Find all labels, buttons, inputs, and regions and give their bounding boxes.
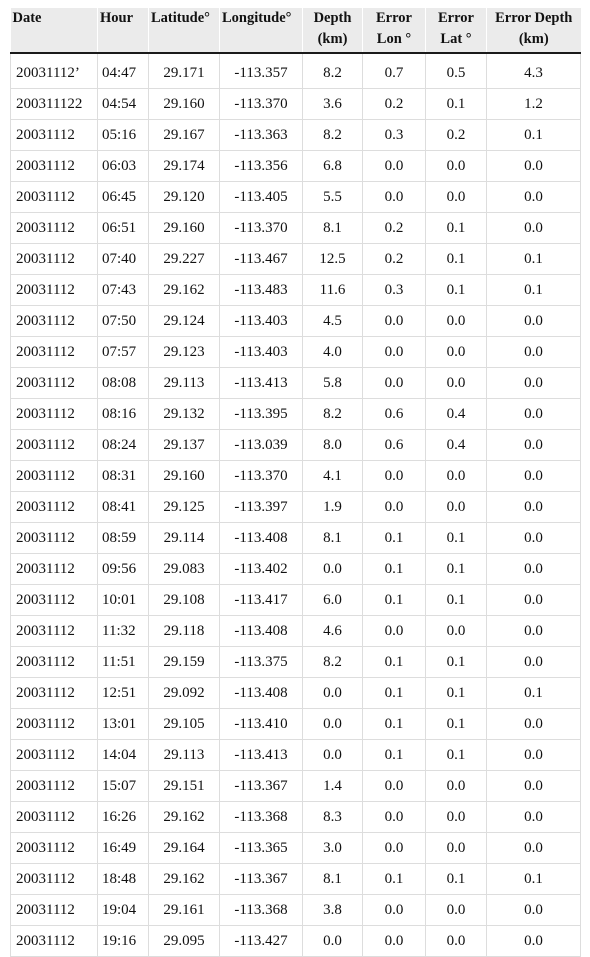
cell-hour: 19:04 [98, 895, 149, 926]
cell-longitude: -113.417 [220, 585, 303, 616]
header-row [11, 8, 581, 53]
cell-error-lat: 0.1 [426, 709, 487, 740]
cell-hour: 11:51 [98, 647, 149, 678]
cell-error-lon: 0.0 [363, 306, 426, 337]
cell-hour: 05:16 [98, 120, 149, 151]
cell-error-lon: 0.0 [363, 771, 426, 802]
cell-error-lat: 0.1 [426, 864, 487, 895]
cell-error-lon: 0.1 [363, 740, 426, 771]
cell-error-depth: 0.0 [487, 740, 581, 771]
cell-longitude: -113.467 [220, 244, 303, 275]
cell-date: 20031112 [11, 523, 98, 554]
cell-date: 20031112 [11, 895, 98, 926]
cell-date: 20031112 [11, 120, 98, 151]
cell-longitude: -113.375 [220, 647, 303, 678]
cell-error-depth: 0.0 [487, 182, 581, 213]
cell-error-depth: 0.0 [487, 616, 581, 647]
header-depth: Depth (km) [303, 8, 363, 53]
cell-error-lat: 0.0 [426, 926, 487, 957]
table-row [11, 616, 581, 647]
header-hour: Hour [98, 8, 149, 53]
cell-date: 20031112 [11, 926, 98, 957]
cell-error-lat: 0.0 [426, 368, 487, 399]
cell-error-depth: 0.1 [487, 678, 581, 709]
cell-date: 20031112 [11, 461, 98, 492]
cell-date: 20031112 [11, 585, 98, 616]
cell-hour: 13:01 [98, 709, 149, 740]
cell-error-lon: 0.1 [363, 678, 426, 709]
table-row [11, 53, 581, 89]
cell-latitude: 29.105 [149, 709, 220, 740]
cell-latitude: 29.095 [149, 926, 220, 957]
cell-latitude: 29.160 [149, 213, 220, 244]
cell-latitude: 29.083 [149, 554, 220, 585]
cell-date: 20031112 [11, 864, 98, 895]
cell-hour: 08:41 [98, 492, 149, 523]
cell-error-lon: 0.2 [363, 244, 426, 275]
cell-error-depth: 0.1 [487, 244, 581, 275]
cell-error-depth: 0.0 [487, 926, 581, 957]
earthquake-table-container [10, 8, 580, 957]
cell-error-lon: 0.1 [363, 864, 426, 895]
cell-longitude: -113.356 [220, 151, 303, 182]
header-error-depth: Error Depth (km) [487, 8, 581, 53]
cell-depth: 0.0 [303, 709, 363, 740]
cell-date: 20031112 [11, 678, 98, 709]
cell-depth: 6.8 [303, 151, 363, 182]
cell-depth: 8.2 [303, 399, 363, 430]
cell-date: 20031112 [11, 368, 98, 399]
cell-error-lon: 0.0 [363, 368, 426, 399]
cell-depth: 8.1 [303, 523, 363, 554]
cell-error-lat: 0.1 [426, 647, 487, 678]
cell-latitude: 29.159 [149, 647, 220, 678]
cell-date: 20031112 [11, 709, 98, 740]
cell-date: 20031112 [11, 492, 98, 523]
cell-depth: 0.0 [303, 740, 363, 771]
cell-date: 20031112 [11, 244, 98, 275]
cell-latitude: 29.167 [149, 120, 220, 151]
cell-date: 20031112 [11, 306, 98, 337]
cell-error-lon: 0.3 [363, 275, 426, 306]
table-row [11, 244, 581, 275]
table-row [11, 492, 581, 523]
cell-latitude: 29.113 [149, 368, 220, 399]
cell-error-depth: 0.1 [487, 864, 581, 895]
cell-error-depth: 0.0 [487, 368, 581, 399]
cell-latitude: 29.092 [149, 678, 220, 709]
header-error-lon: Error Lon ° [363, 8, 426, 53]
cell-depth: 3.0 [303, 833, 363, 864]
cell-error-lat: 0.1 [426, 213, 487, 244]
cell-longitude: -113.405 [220, 182, 303, 213]
cell-error-lon: 0.0 [363, 833, 426, 864]
cell-longitude: -113.370 [220, 89, 303, 120]
cell-hour: 14:04 [98, 740, 149, 771]
table-row [11, 523, 581, 554]
table-row [11, 337, 581, 368]
cell-hour: 15:07 [98, 771, 149, 802]
header-error-lat: Error Lat ° [426, 8, 487, 53]
cell-error-lat: 0.0 [426, 492, 487, 523]
cell-date: 20031112 [11, 151, 98, 182]
cell-latitude: 29.171 [149, 53, 220, 89]
cell-longitude: -113.413 [220, 740, 303, 771]
cell-error-lat: 0.1 [426, 275, 487, 306]
cell-latitude: 29.174 [149, 151, 220, 182]
cell-longitude: -113.410 [220, 709, 303, 740]
table-row [11, 89, 581, 120]
cell-error-depth: 0.0 [487, 430, 581, 461]
cell-depth: 4.0 [303, 337, 363, 368]
cell-hour: 19:16 [98, 926, 149, 957]
cell-depth: 4.6 [303, 616, 363, 647]
cell-hour: 06:51 [98, 213, 149, 244]
cell-longitude: -113.039 [220, 430, 303, 461]
cell-date: 20031112 [11, 616, 98, 647]
cell-error-lat: 0.0 [426, 895, 487, 926]
cell-depth: 8.2 [303, 120, 363, 151]
cell-error-lon: 0.2 [363, 89, 426, 120]
cell-longitude: -113.397 [220, 492, 303, 523]
cell-longitude: -113.408 [220, 523, 303, 554]
cell-hour: 08:59 [98, 523, 149, 554]
cell-date: 20031112 [11, 740, 98, 771]
cell-longitude: -113.363 [220, 120, 303, 151]
cell-error-lon: 0.0 [363, 337, 426, 368]
cell-error-lon: 0.0 [363, 492, 426, 523]
table-row [11, 709, 581, 740]
cell-error-lat: 0.1 [426, 89, 487, 120]
cell-error-lat: 0.5 [426, 53, 487, 89]
cell-date: 20031112 [11, 802, 98, 833]
cell-longitude: -113.427 [220, 926, 303, 957]
cell-error-depth: 0.0 [487, 554, 581, 585]
cell-error-depth: 0.0 [487, 337, 581, 368]
cell-longitude: -113.483 [220, 275, 303, 306]
cell-error-lon: 0.0 [363, 151, 426, 182]
cell-hour: 09:56 [98, 554, 149, 585]
cell-depth: 4.1 [303, 461, 363, 492]
cell-error-lon: 0.3 [363, 120, 426, 151]
cell-hour: 16:49 [98, 833, 149, 864]
cell-hour: 04:47 [98, 53, 149, 89]
cell-longitude: -113.367 [220, 771, 303, 802]
cell-error-depth: 0.1 [487, 120, 581, 151]
cell-error-lon: 0.0 [363, 461, 426, 492]
cell-hour: 06:45 [98, 182, 149, 213]
cell-error-lat: 0.1 [426, 244, 487, 275]
cell-error-lon: 0.1 [363, 585, 426, 616]
table-body [11, 53, 581, 957]
table-row [11, 926, 581, 957]
cell-depth: 0.0 [303, 554, 363, 585]
cell-latitude: 29.108 [149, 585, 220, 616]
cell-longitude: -113.368 [220, 895, 303, 926]
cell-depth: 8.2 [303, 53, 363, 89]
table-row [11, 306, 581, 337]
cell-latitude: 29.162 [149, 275, 220, 306]
table-row [11, 554, 581, 585]
cell-error-lat: 0.1 [426, 554, 487, 585]
cell-latitude: 29.164 [149, 833, 220, 864]
table-row [11, 182, 581, 213]
table-row [11, 678, 581, 709]
cell-latitude: 29.162 [149, 802, 220, 833]
cell-depth: 11.6 [303, 275, 363, 306]
cell-depth: 6.0 [303, 585, 363, 616]
cell-hour: 10:01 [98, 585, 149, 616]
table-row [11, 430, 581, 461]
cell-error-lat: 0.1 [426, 740, 487, 771]
cell-longitude: -113.365 [220, 833, 303, 864]
cell-error-lon: 0.1 [363, 523, 426, 554]
cell-error-lat: 0.0 [426, 151, 487, 182]
cell-error-lon: 0.0 [363, 926, 426, 957]
table-row [11, 833, 581, 864]
cell-date: 20031112 [11, 337, 98, 368]
cell-hour: 08:31 [98, 461, 149, 492]
cell-longitude: -113.408 [220, 616, 303, 647]
cell-error-lon: 0.7 [363, 53, 426, 89]
cell-longitude: -113.408 [220, 678, 303, 709]
cell-latitude: 29.118 [149, 616, 220, 647]
cell-error-depth: 0.0 [487, 461, 581, 492]
cell-depth: 8.2 [303, 647, 363, 678]
cell-error-lat: 0.2 [426, 120, 487, 151]
cell-depth: 8.3 [303, 802, 363, 833]
cell-hour: 07:57 [98, 337, 149, 368]
cell-error-lon: 0.0 [363, 182, 426, 213]
cell-latitude: 29.123 [149, 337, 220, 368]
cell-date: 20031112 [11, 399, 98, 430]
cell-depth: 3.8 [303, 895, 363, 926]
cell-error-lat: 0.4 [426, 399, 487, 430]
cell-latitude: 29.162 [149, 864, 220, 895]
cell-error-depth: 0.0 [487, 895, 581, 926]
cell-hour: 08:16 [98, 399, 149, 430]
cell-error-depth: 0.0 [487, 771, 581, 802]
cell-error-depth: 0.0 [487, 213, 581, 244]
table-row [11, 740, 581, 771]
cell-longitude: -113.357 [220, 53, 303, 89]
cell-error-depth: 0.0 [487, 399, 581, 430]
cell-error-lon: 0.6 [363, 399, 426, 430]
cell-error-depth: 0.0 [487, 492, 581, 523]
earthquake-table [10, 8, 581, 957]
cell-date: 20031112 [11, 771, 98, 802]
header-longitude: Longitude° [220, 8, 303, 53]
cell-longitude: -113.367 [220, 864, 303, 895]
cell-hour: 08:08 [98, 368, 149, 399]
cell-depth: 8.1 [303, 864, 363, 895]
cell-date: 20031112 [11, 213, 98, 244]
cell-hour: 16:26 [98, 802, 149, 833]
cell-error-depth: 0.0 [487, 306, 581, 337]
cell-depth: 1.9 [303, 492, 363, 523]
table-row [11, 151, 581, 182]
cell-depth: 1.4 [303, 771, 363, 802]
cell-latitude: 29.125 [149, 492, 220, 523]
cell-latitude: 29.120 [149, 182, 220, 213]
table-header [11, 8, 581, 53]
cell-latitude: 29.160 [149, 461, 220, 492]
cell-date: 20031112 [11, 554, 98, 585]
cell-error-lat: 0.1 [426, 523, 487, 554]
cell-depth: 8.0 [303, 430, 363, 461]
cell-hour: 07:43 [98, 275, 149, 306]
table-row [11, 461, 581, 492]
cell-hour: 08:24 [98, 430, 149, 461]
header-date: Date [11, 8, 98, 53]
cell-error-lon: 0.1 [363, 647, 426, 678]
cell-error-depth: 4.3 [487, 53, 581, 89]
cell-latitude: 29.132 [149, 399, 220, 430]
table-row [11, 864, 581, 895]
cell-error-lon: 0.0 [363, 895, 426, 926]
table-row [11, 368, 581, 399]
cell-date: 20031112 [11, 430, 98, 461]
cell-latitude: 29.114 [149, 523, 220, 554]
cell-latitude: 29.227 [149, 244, 220, 275]
cell-error-depth: 0.0 [487, 709, 581, 740]
cell-error-lon: 0.6 [363, 430, 426, 461]
cell-longitude: -113.395 [220, 399, 303, 430]
cell-error-lat: 0.0 [426, 802, 487, 833]
cell-hour: 11:32 [98, 616, 149, 647]
cell-longitude: -113.413 [220, 368, 303, 399]
cell-error-lon: 0.1 [363, 554, 426, 585]
cell-error-lat: 0.0 [426, 461, 487, 492]
cell-depth: 0.0 [303, 678, 363, 709]
cell-error-lat: 0.0 [426, 337, 487, 368]
cell-error-lon: 0.0 [363, 616, 426, 647]
cell-latitude: 29.160 [149, 89, 220, 120]
cell-error-lon: 0.0 [363, 802, 426, 833]
cell-error-depth: 0.0 [487, 647, 581, 678]
cell-depth: 5.8 [303, 368, 363, 399]
table-row [11, 895, 581, 926]
cell-depth: 4.5 [303, 306, 363, 337]
table-row [11, 802, 581, 833]
cell-error-lat: 0.0 [426, 833, 487, 864]
cell-error-lat: 0.4 [426, 430, 487, 461]
table-row [11, 771, 581, 802]
cell-hour: 04:54 [98, 89, 149, 120]
cell-error-lat: 0.0 [426, 616, 487, 647]
cell-date: 20031112 [11, 647, 98, 678]
cell-error-lat: 0.1 [426, 678, 487, 709]
cell-date: 20031112 [11, 275, 98, 306]
cell-date: 20031112 [11, 182, 98, 213]
cell-error-lon: 0.1 [363, 709, 426, 740]
cell-hour: 18:48 [98, 864, 149, 895]
cell-latitude: 29.161 [149, 895, 220, 926]
cell-hour: 12:51 [98, 678, 149, 709]
table-row [11, 213, 581, 244]
cell-error-depth: 0.0 [487, 585, 581, 616]
cell-depth: 0.0 [303, 926, 363, 957]
cell-depth: 5.5 [303, 182, 363, 213]
cell-error-depth: 1.2 [487, 89, 581, 120]
cell-longitude: -113.370 [220, 461, 303, 492]
table-row [11, 275, 581, 306]
cell-error-depth: 0.0 [487, 151, 581, 182]
cell-depth: 3.6 [303, 89, 363, 120]
cell-error-lat: 0.0 [426, 182, 487, 213]
cell-error-lat: 0.1 [426, 585, 487, 616]
cell-longitude: -113.403 [220, 337, 303, 368]
cell-longitude: -113.403 [220, 306, 303, 337]
cell-latitude: 29.137 [149, 430, 220, 461]
cell-latitude: 29.113 [149, 740, 220, 771]
cell-depth: 12.5 [303, 244, 363, 275]
cell-depth: 8.1 [303, 213, 363, 244]
cell-longitude: -113.368 [220, 802, 303, 833]
cell-error-lat: 0.0 [426, 771, 487, 802]
cell-error-depth: 0.0 [487, 833, 581, 864]
cell-date: 20031112 [11, 833, 98, 864]
cell-error-lon: 0.2 [363, 213, 426, 244]
cell-error-depth: 0.0 [487, 523, 581, 554]
cell-longitude: -113.370 [220, 213, 303, 244]
cell-hour: 07:40 [98, 244, 149, 275]
table-row [11, 647, 581, 678]
cell-error-depth: 0.1 [487, 275, 581, 306]
cell-error-lat: 0.0 [426, 306, 487, 337]
cell-date: 200311122 [11, 89, 98, 120]
cell-hour: 07:50 [98, 306, 149, 337]
cell-date: 20031112’ [11, 53, 98, 89]
cell-latitude: 29.151 [149, 771, 220, 802]
table-row [11, 399, 581, 430]
table-row [11, 120, 581, 151]
cell-error-depth: 0.0 [487, 802, 581, 833]
header-latitude: Latitude° [149, 8, 220, 53]
table-row [11, 585, 581, 616]
cell-latitude: 29.124 [149, 306, 220, 337]
cell-hour: 06:03 [98, 151, 149, 182]
cell-longitude: -113.402 [220, 554, 303, 585]
